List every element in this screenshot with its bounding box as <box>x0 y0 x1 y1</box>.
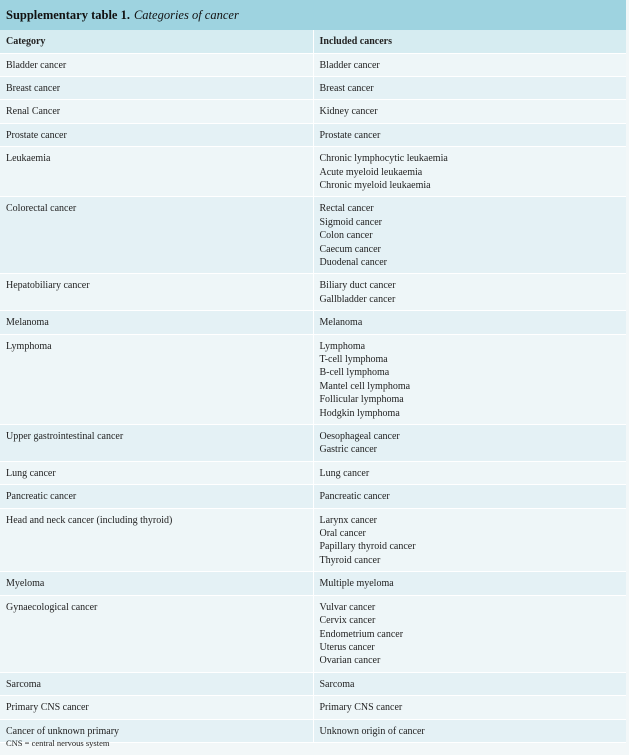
included-cancer: Rectal cancer <box>319 203 374 215</box>
included-cancers-cell <box>313 485 626 508</box>
included-cancer: Chronic myeloid leukaemia <box>319 179 431 191</box>
included-cancer: Melanoma <box>319 317 363 329</box>
included-cancer: Endometrium cancer <box>319 628 404 640</box>
included-cancer: Colon cancer <box>319 230 373 242</box>
footnote: CNS = central nervous system <box>6 738 110 748</box>
included-cancer: Gallbladder cancer <box>319 293 396 305</box>
table-row <box>0 595 626 672</box>
category-cell: Leukaemia <box>0 147 313 197</box>
table-row <box>0 311 626 334</box>
category-cell: Renal Cancer <box>0 100 313 123</box>
included-cancer: Acute myeloid leukaemia <box>319 166 423 178</box>
included-cancer: Chronic lymphocytic leukaemia <box>319 153 448 165</box>
included-cancer: Sigmoid cancer <box>319 216 382 228</box>
included-cancer: Lung cancer <box>319 467 370 479</box>
table-body <box>0 53 626 742</box>
included-cancers-cell <box>313 719 626 742</box>
included-cancer: Cervix cancer <box>319 615 376 627</box>
included-cancer: Bladder cancer <box>319 59 380 71</box>
table-row <box>0 334 626 424</box>
category-cell: Colorectal cancer <box>0 197 313 274</box>
table-row <box>0 461 626 484</box>
included-cancer: Breast cancer <box>319 82 374 94</box>
table-row <box>0 696 626 719</box>
included-cancer: Follicular lymphoma <box>319 394 404 406</box>
table-row <box>0 76 626 99</box>
included-cancer: Papillary thyroid cancer <box>319 541 416 553</box>
included-cancer: Pancreatic cancer <box>319 491 390 503</box>
table-title-bar <box>0 0 626 30</box>
included-cancers-cell <box>313 572 626 595</box>
category-cell: Myeloma <box>0 572 313 595</box>
included-cancer: T-cell lymphoma <box>319 354 388 365</box>
table-row <box>0 425 626 462</box>
table-row <box>0 274 626 311</box>
included-cancer: Kidney cancer <box>319 106 378 118</box>
included-cancer: Oral cancer <box>319 528 366 540</box>
category-cell: Primary CNS cancer <box>0 696 313 719</box>
included-cancer: Primary CNS cancer <box>319 702 403 714</box>
category-cell: Gynaecological cancer <box>0 595 313 672</box>
table-row <box>0 100 626 123</box>
included-cancers-cell <box>313 197 626 274</box>
table-row <box>0 508 626 572</box>
category-cell: Upper gastrointestinal cancer <box>0 425 313 462</box>
included-cancers-cell <box>313 461 626 484</box>
category-cell: Lung cancer <box>0 461 313 484</box>
table-row <box>0 53 626 76</box>
cancer-categories-table <box>0 30 626 743</box>
included-cancers-cell <box>313 334 626 424</box>
included-cancers-cell <box>313 53 626 76</box>
included-cancer: Oesophageal cancer <box>319 431 400 443</box>
table-label: Supplementary table 1. <box>6 7 130 22</box>
included-cancer: Caecum cancer <box>319 243 381 255</box>
included-cancer: Thyroid cancer <box>319 554 381 566</box>
table-row <box>0 147 626 197</box>
included-cancer: Lymphoma <box>319 340 366 352</box>
included-cancers-cell <box>313 508 626 572</box>
included-cancers-cell <box>313 595 626 672</box>
category-cell: Head and neck cancer (including thyroid) <box>0 508 313 572</box>
category-cell: Breast cancer <box>0 76 313 99</box>
table-row <box>0 197 626 274</box>
included-cancer: Larynx cancer <box>319 514 377 526</box>
table-row <box>0 123 626 146</box>
category-cell: Melanoma <box>0 311 313 334</box>
included-cancer: Sarcoma <box>319 678 355 690</box>
header-row <box>0 30 626 53</box>
included-cancer: Ovarian cancer <box>319 655 381 667</box>
included-cancers-cell <box>313 696 626 719</box>
included-cancers-cell <box>313 672 626 695</box>
category-cell: Bladder cancer <box>0 53 313 76</box>
table-row <box>0 485 626 508</box>
included-cancer: Hodgkin lymphoma <box>319 407 400 419</box>
included-cancers-cell <box>313 274 626 311</box>
included-cancer: Vulvar cancer <box>319 601 376 613</box>
included-cancer: Biliary duct cancer <box>319 280 396 292</box>
table-row <box>0 572 626 595</box>
included-cancers-cell <box>313 425 626 462</box>
column-header-included: Included cancers <box>313 30 626 53</box>
included-cancer: Uterus cancer <box>319 641 375 653</box>
included-cancers-cell <box>313 123 626 146</box>
included-cancers-cell <box>313 311 626 334</box>
category-cell: Pancreatic cancer <box>0 485 313 508</box>
table-row <box>0 672 626 695</box>
category-cell: Lymphoma <box>0 334 313 424</box>
included-cancer: B-cell lymphoma <box>319 367 390 379</box>
included-cancer: Prostate cancer <box>319 129 381 141</box>
included-cancer: Mantel cell lymphoma <box>319 380 411 392</box>
included-cancer: Duodenal cancer <box>319 256 387 268</box>
table-caption: Categories of cancer <box>133 7 239 22</box>
category-cell: Prostate cancer <box>0 123 313 146</box>
column-header-category: Category <box>0 30 313 53</box>
included-cancers-cell <box>313 147 626 197</box>
category-cell: Sarcoma <box>0 672 313 695</box>
included-cancer: Unknown origin of cancer <box>319 725 425 737</box>
included-cancers-cell <box>313 100 626 123</box>
included-cancers-cell <box>313 76 626 99</box>
included-cancer: Gastric cancer <box>319 444 377 456</box>
category-cell: Cancer of unknown primary <box>0 719 313 742</box>
category-cell: Hepatobiliary cancer <box>0 274 313 311</box>
included-cancer: Multiple myeloma <box>319 578 394 590</box>
